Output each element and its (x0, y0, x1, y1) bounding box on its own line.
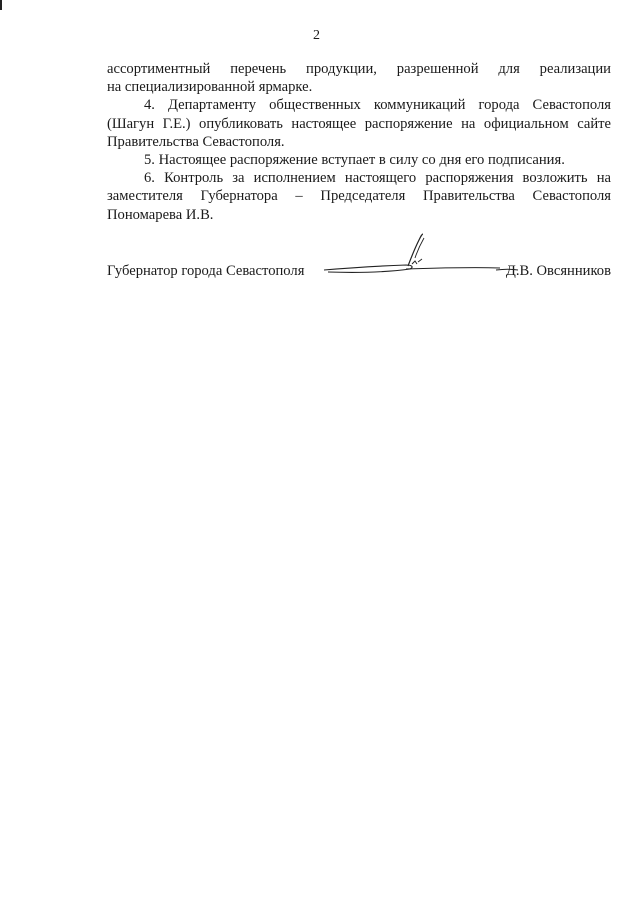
page-number: 2 (313, 28, 320, 43)
paragraph-item-5: 5. Настоящее распоряжение вступает в силу со дня его подписания. (144, 152, 565, 169)
handwritten-signature (318, 228, 528, 284)
paragraph-item-4: 4. Департаменту общественных коммуникаций города Севастополя (Шагун Г.Е.) опубликовать настоящее распоряжение на официальном сайте Правительства Севастополя. (107, 97, 611, 150)
document-body (107, 60, 611, 224)
signatory-title: Губернатор города Севастополя (107, 263, 305, 279)
paragraph-continuation-line: ассортиментный перечень продукции, разрешенной для реализации (107, 61, 611, 77)
signatory-name: Д.В. Овсянников (505, 263, 611, 279)
scan-corner-mark (0, 0, 2, 10)
paragraph-continuation-end: на специализированной ярмарке. (107, 79, 313, 96)
paragraph-item-6: 6. Контроль за исполнением настоящего распоряжения возложить на заместителя Губернатора – Председателя Правительства Севастополя Пономарева И.В. (107, 170, 611, 223)
